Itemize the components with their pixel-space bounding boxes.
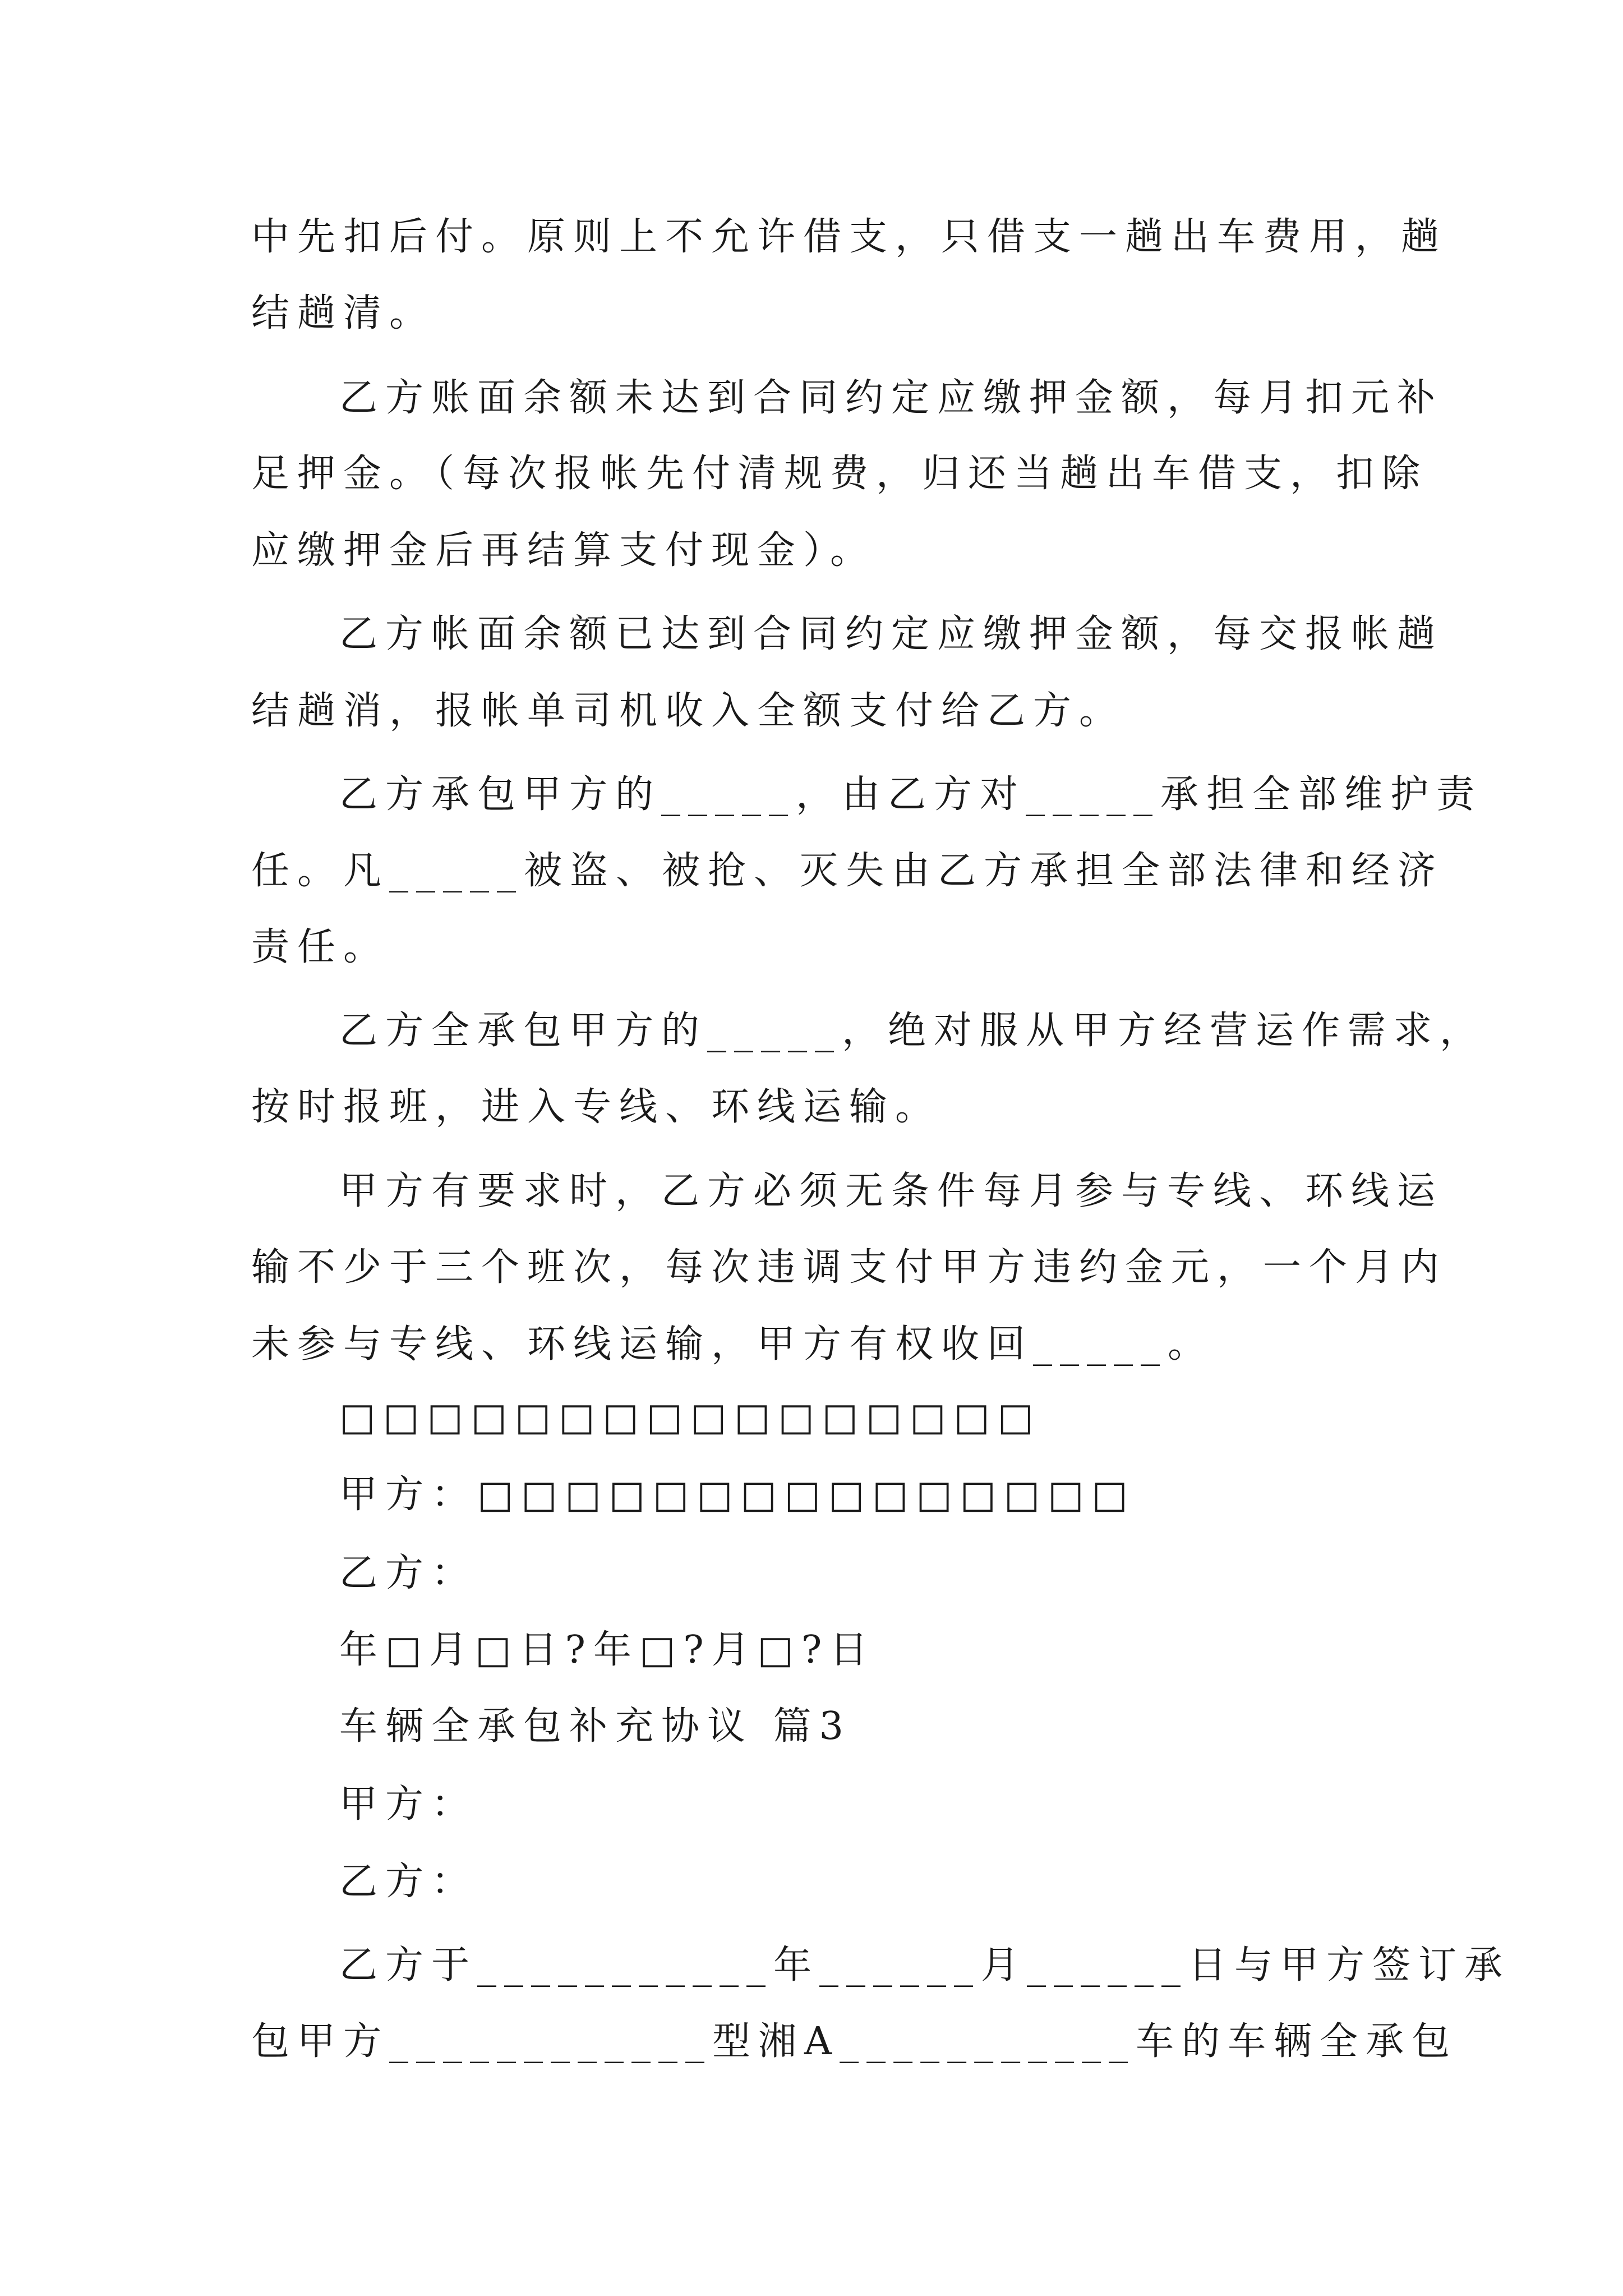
text-line: 结趟清。 [251,291,436,335]
party-b-label: 乙方： [339,1860,478,1904]
text-line: 乙方承包甲方的_____，由乙方对_____承担全部维护责 [339,772,1483,817]
text-line: 输不少于三个班次，每次违调支付甲方违约金元，一个月内 [251,1245,1447,1290]
party-a-label: 甲方： [339,1782,478,1826]
section-heading: 车辆全承包补充协议 篇3 [339,1704,851,1749]
text-line: 结趟消，报帐单司机收入全额支付给乙方。 [251,689,1126,733]
text-line: 中先扣后付。原则上不允许借支，只借支一趟出车费用，趟 [251,215,1447,259]
text-line: □□□□□□□□□□□□□□□□ [339,1395,1041,1439]
text-line: 责任。 [251,925,390,969]
signature-line-party-a: 甲方：□□□□□□□□□□□□□□□ [339,1473,1136,1517]
text-line: 包甲方____________型湘A___________车的车辆全承包 [251,2019,1458,2064]
text-line: 甲方有要求时，乙方必须无条件每月参与专线、环线运 [339,1169,1444,1213]
text-line: 乙方帐面余额已达到合同约定应缴押金额，每交报帐趟 [339,612,1444,656]
text-line: 乙方账面余额未达到合同约定应缴押金额，每月扣元补 [339,376,1444,420]
text-line: 乙方于___________年______月______日与甲方签订承 [339,1943,1511,1987]
text-line: 未参与专线、环线运输，甲方有权收回_____。 [251,1322,1214,1366]
text-line: 任。凡_____被盗、被抢、灭失由乙方承担全部法律和经济 [251,849,1444,893]
date-line: 年□月□日?年□?月□?日 [339,1628,876,1672]
text-line: 按时报班，进入专线、环线运输。 [251,1085,942,1129]
signature-line-party-b: 乙方： [339,1551,478,1595]
text-line: 乙方全承包甲方的_____，绝对服从甲方经营运作需求， [339,1009,1486,1053]
text-line: 应缴押金后再结算支付现金）。 [251,528,877,573]
text-line: 足押金。（每次报帐先付清规费，归还当趟出车借支，扣除 [251,452,1428,496]
